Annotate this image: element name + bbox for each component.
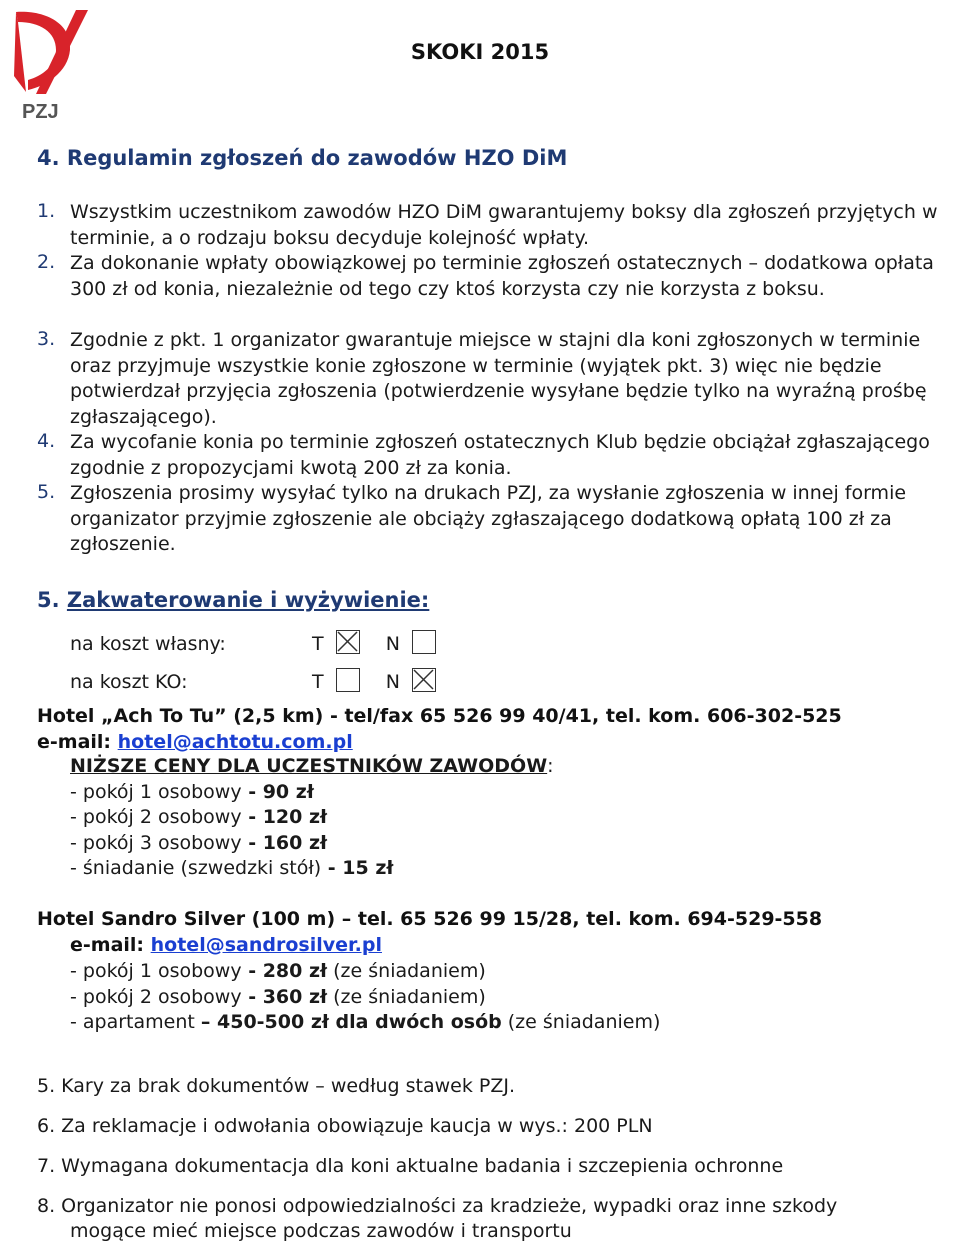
- row-label: na koszt własny:: [70, 633, 226, 655]
- price-note: (ze śniadaniem): [501, 1011, 661, 1033]
- price-row: [70, 1010, 660, 1036]
- option-n-label: N: [385, 633, 400, 655]
- section-5-title: [37, 588, 429, 612]
- item-number: 1.: [37, 200, 56, 222]
- item-text: Zgodnie z pkt. 1 organizator gwarantuje miejsce w stajni dla koni zgłoszonych w terminie oraz przyjmuje wszystkie konie zgłoszone w terminie (wyjątek pkt. 3) więc nie będzie potwierdzał przyjęcia zgłoszenia (potwierdzenie wysyłane będzie tylko na wyraźną prośbę zgłaszającego).: [70, 329, 927, 428]
- price-value: - 360 zł: [241, 986, 328, 1008]
- accommodation-row-own-cost: [70, 630, 456, 655]
- final-item: 6. Za reklamacje i odwołania obowiązuje kaucja w wys.: 200 PLN: [37, 1115, 653, 1137]
- option-t-label: T: [312, 671, 324, 693]
- option-n-label: N: [385, 671, 400, 693]
- final-item: 8. Organizator nie ponosi odpowiedzialności za kradzieże, wypadki oraz inne szkody: [37, 1195, 838, 1217]
- email-link[interactable]: hotel@achtotu.com.pl: [117, 731, 353, 753]
- price-value: - 160 zł: [241, 832, 328, 854]
- svg-text:PZJ: PZJ: [22, 101, 59, 123]
- prices-header-suffix: :: [547, 755, 554, 777]
- hotel-1-email-line: [37, 731, 353, 753]
- price-label: - pokój 2 osobowy: [70, 806, 242, 828]
- price-row: [70, 856, 393, 882]
- price-label: - pokój 1 osobowy: [70, 781, 242, 803]
- hotel-ach-to-tu-header: Hotel „Ach To Tu” (2,5 km) - tel/fax 65 526 99 40/41, tel. kom. 606-302-525: [37, 705, 842, 727]
- section-4-title: 4. Regulamin zgłoszeń do zawodów HZO DiM: [37, 146, 568, 170]
- item-text: Za wycofanie konia po terminie zgłoszeń ostatecznych Klub będzie obciążał zgłaszającego zgodnie z propozycjami kwotą 200 zł za konia.: [70, 431, 930, 479]
- final-item-continuation: mogące mieć miejsce podczas zawodów i transportu: [70, 1220, 572, 1242]
- price-row: [70, 805, 327, 831]
- item-number: 4.: [37, 430, 56, 452]
- option-t-label: T: [312, 633, 324, 655]
- price-value: – 450-500 zł dla dwóch osób: [200, 1011, 502, 1033]
- email-link[interactable]: hotel@sandrosilver.pl: [150, 934, 382, 956]
- final-item: 7. Wymagana dokumentacja dla koni aktualne badania i szczepienia ochronne: [37, 1155, 784, 1177]
- item-number: 5.: [37, 481, 56, 503]
- document-title: SKOKI 2015: [410, 40, 550, 64]
- price-label: - pokój 3 osobowy: [70, 832, 242, 854]
- price-value: - 120 zł: [241, 806, 328, 828]
- item-text: Za dokonanie wpłaty obowiązkowej po terminie zgłoszeń ostatecznych – dodatkowa opłata 300 zł od konia, niezależnie od tego czy ktoś korzysta czy nie korzysta z boksu.: [70, 252, 934, 300]
- checkbox-unchecked[interactable]: [336, 668, 360, 692]
- price-value: - 280 zł: [241, 960, 328, 982]
- price-row: [70, 959, 486, 985]
- price-row: [70, 831, 327, 857]
- section-5-title-text: Zakwaterowanie i wyżywienie:: [66, 588, 430, 612]
- price-label: - apartament: [70, 1011, 201, 1033]
- hotel-sandro-silver-header: Hotel Sandro Silver (100 m) – tel. 65 526 99 15/28, tel. kom. 694-529-558: [37, 908, 823, 930]
- price-value: - 15 zł: [321, 857, 394, 879]
- price-row: [70, 985, 486, 1011]
- hotel-2-email-line: [70, 934, 382, 956]
- price-label: - śniadanie (szwedzki stół): [70, 857, 322, 879]
- pzj-logo: [6, 6, 92, 124]
- prices-header: [70, 754, 554, 780]
- section-5-number: 5.: [37, 588, 60, 612]
- price-label: - pokój 1 osobowy: [70, 960, 242, 982]
- item-text: Zgłoszenia prosimy wysyłać tylko na drukach PZJ, za wysłanie zgłoszenia w innej formie organizator przyjmie zgłoszenie ale obciąży zgłaszającego dodatkową opłatą 100 zł za zgłoszenie.: [70, 482, 907, 555]
- price-value: - 90 zł: [241, 781, 314, 803]
- item-text: Wszystkim uczestnikom zawodów HZO DiM gwarantujemy boksy dla zgłoszeń przyjętych w terminie, a o rodzaju boksu decyduje kolejność wpłaty.: [70, 201, 938, 249]
- item-number: 2.: [37, 251, 56, 273]
- email-label: e-mail:: [70, 934, 145, 956]
- checkbox-checked[interactable]: [336, 630, 360, 654]
- price-label: - pokój 2 osobowy: [70, 986, 242, 1008]
- price-note: (ze śniadaniem): [327, 960, 486, 982]
- price-note: (ze śniadaniem): [327, 986, 486, 1008]
- checkbox-checked[interactable]: [412, 668, 436, 692]
- row-label: na koszt KO:: [70, 671, 188, 693]
- item-number: 3.: [37, 328, 56, 350]
- final-item: 5. Kary za brak dokumentów – według stawek PZJ.: [37, 1075, 516, 1097]
- email-label: e-mail:: [37, 731, 112, 753]
- price-row: [70, 780, 314, 806]
- prices-header-text: NIŻSZE CENY DLA UCZESTNIKÓW ZAWODÓW: [70, 755, 548, 777]
- checkbox-unchecked[interactable]: [412, 630, 436, 654]
- accommodation-row-ko-cost: [70, 668, 456, 693]
